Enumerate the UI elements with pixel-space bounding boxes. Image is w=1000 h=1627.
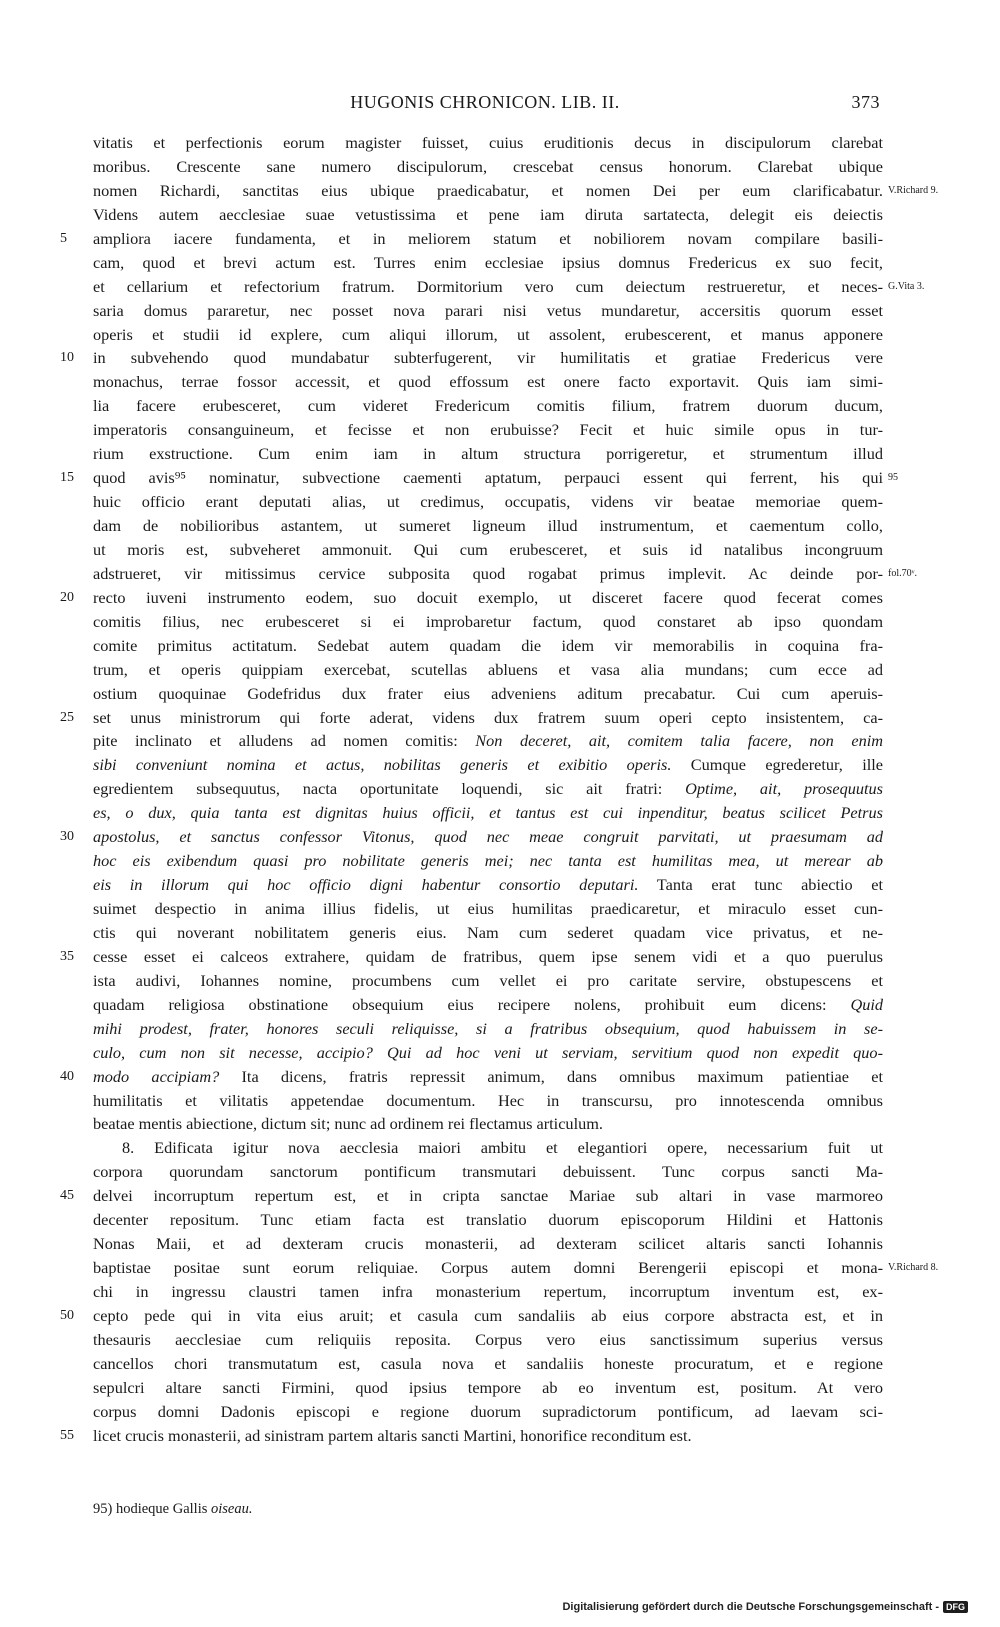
line-text bbox=[93, 1160, 883, 1184]
line-text bbox=[122, 1136, 883, 1160]
text-line bbox=[0, 1065, 1000, 1089]
line-text bbox=[93, 801, 883, 825]
line-text bbox=[93, 1328, 883, 1352]
line-text bbox=[93, 1352, 883, 1376]
line-segment: recto iuveni instrumento eodem, suo docuit exemplo, ut disceret facere quod fecerat comes bbox=[93, 587, 883, 607]
line-segment: cesse esset ei calceos extrahere, quidam de fratribus, quem ipse senem vidi et a quo puerulus bbox=[93, 946, 883, 966]
line-segment: suimet despectio in anima illius fidelis, ut eius humilitas praedicaretur, et miraculo esset cun- bbox=[93, 899, 883, 918]
text-line bbox=[0, 418, 1000, 442]
line-text bbox=[93, 777, 883, 801]
italic-quote: mihi prodest, frater, honores seculi reliquisse, si a fratribus obsequium, quod habuissem in se- bbox=[93, 1018, 883, 1038]
line-segment: comite primitus actitatum. Sedebat autem quadam die idem vir memorabilis in coquina fra- bbox=[93, 635, 883, 655]
line-text bbox=[93, 323, 883, 347]
line-text bbox=[93, 825, 883, 849]
line-number: 35 bbox=[60, 948, 74, 964]
text-line bbox=[0, 610, 1000, 634]
text-line bbox=[0, 562, 1000, 586]
italic-quote: sibi conveniunt nomina et actus, nobilitas generis et exibitio operis. bbox=[93, 755, 672, 775]
line-segment: lia facere erubesceret, cum videret Fredericum comitis filium, fratrem duorum ducum, bbox=[93, 396, 883, 416]
line-segment: pite inclinato et alludens ad nomen comitis: bbox=[93, 731, 476, 751]
line-text bbox=[93, 658, 883, 682]
line-segment: humilitatis et vilitatis appetendae documentum. Hec in transcursu, pro innotescenda omnibus bbox=[93, 1090, 883, 1110]
line-segment: saria domus pararetur, nec posset nova parari nisi vetus mundaretur, accersitis quorum esset bbox=[93, 300, 883, 320]
line-number: 10 bbox=[60, 350, 74, 366]
line-segment: ista audivi, Iohannes nomine, procumbens cum vellet ei pro caritate servire, obstupescens et bbox=[93, 970, 883, 990]
text-line bbox=[0, 1136, 1000, 1160]
line-text bbox=[93, 227, 883, 251]
italic-quote: apostolus, et sanctus confessor Vitonus, quod nec meae congruit parvitati, ut praesumam ad bbox=[93, 827, 883, 847]
digitization-footer bbox=[562, 1597, 968, 1617]
text-line bbox=[0, 658, 1000, 682]
text-line bbox=[0, 897, 1000, 921]
line-text bbox=[93, 466, 883, 490]
text-line bbox=[0, 275, 1000, 299]
text-line bbox=[0, 1160, 1000, 1184]
line-text bbox=[93, 921, 883, 945]
text-line bbox=[0, 1232, 1000, 1256]
line-text bbox=[93, 993, 883, 1017]
line-segment: vitatis et perfectionis eorum magister fuisset, cuius eruditionis decus in discipulorum clarebat bbox=[93, 133, 883, 152]
line-segment: Cumque egrederetur, ille bbox=[671, 755, 883, 775]
text-line bbox=[0, 634, 1000, 658]
line-segment: corpus domni Dadonis episcopi e regione duorum supradictorum pontificum, ad laevam sci- bbox=[93, 1401, 883, 1421]
line-segment: ut moris est, subveheret ammonuit. Qui cum erubesceret, et suis id natalibus incongruum bbox=[93, 539, 883, 559]
margin-reference: V.Richard 8. bbox=[888, 1262, 939, 1274]
italic-quote: Quid bbox=[850, 994, 883, 1014]
text-line bbox=[0, 323, 1000, 347]
running-title: HUGONIS CHRONICON. LIB. II. bbox=[350, 92, 620, 112]
text-line bbox=[0, 921, 1000, 945]
text-line bbox=[0, 1017, 1000, 1041]
text-line bbox=[0, 1376, 1000, 1400]
line-segment: baptistae positae sunt eorum reliquiae. Corpus autem domni Berengerii episcopi et mona- bbox=[93, 1258, 883, 1278]
text-line bbox=[0, 466, 1000, 490]
line-segment: egredientem subsequutus, nacta oportunitate loquendi, sic ait fratri: bbox=[93, 779, 686, 799]
line-text bbox=[93, 203, 883, 227]
text-line bbox=[0, 1256, 1000, 1280]
text-line bbox=[0, 227, 1000, 251]
text-line bbox=[0, 873, 1000, 897]
line-text bbox=[93, 682, 883, 706]
line-text bbox=[93, 849, 883, 873]
line-segment: quod avis⁹⁵ nominatur, subvectione caementi aptatum, perpauci essent qui ferrent, his qui bbox=[93, 468, 883, 488]
text-line bbox=[0, 370, 1000, 394]
line-segment: Nonas Maii, et ad dexteram crucis monasterii, ad dexteram scilicet altaris sancti Iohannis bbox=[93, 1234, 883, 1254]
text-line bbox=[0, 1184, 1000, 1208]
line-number: 50 bbox=[60, 1307, 74, 1323]
line-number: 40 bbox=[60, 1068, 74, 1084]
line-text bbox=[93, 969, 883, 993]
line-number: 20 bbox=[60, 589, 74, 605]
text-line bbox=[0, 1208, 1000, 1232]
footnote-italic: oiseau. bbox=[211, 1501, 253, 1517]
line-segment: monachus, terrae fossor accessit, et quod effossum est onere facto exportavit. Quis iam simi- bbox=[93, 372, 883, 392]
line-segment: ampliora iacere fundamenta, et in meliorem statum et nobiliorem novam compilare basili- bbox=[93, 228, 883, 248]
line-number: 30 bbox=[60, 829, 74, 845]
italic-quote: Non deceret, ait, comitem talia facere, non enim bbox=[475, 731, 883, 751]
line-segment: imperatoris consanguineum, et fecisse et non erubuisse? Fecit et huic simile opus in tur- bbox=[93, 420, 883, 440]
text-line bbox=[0, 1352, 1000, 1376]
funding-credit: Digitalisierung gefördert durch die Deutsche Forschungsgemeinschaft - bbox=[562, 1601, 939, 1613]
line-text bbox=[93, 1017, 883, 1041]
line-segment: Videns autem aecclesiae suae vetustissima et pene iam diruta sartatecta, delegit eis deiectis bbox=[93, 204, 883, 224]
text-line bbox=[0, 346, 1000, 370]
line-number: 45 bbox=[60, 1188, 74, 1204]
line-text bbox=[93, 1376, 883, 1400]
text-line bbox=[0, 1424, 1000, 1448]
line-segment: chi in ingressu claustri tamen infra monasterium repertum, incorruptum inventum est, ex- bbox=[93, 1282, 883, 1301]
line-text bbox=[93, 538, 883, 562]
line-text bbox=[93, 418, 883, 442]
text-line bbox=[0, 801, 1000, 825]
line-segment: delvei incorruptum repertum est, et in cripta sanctae Mariae sub altari in vase marmoreo bbox=[93, 1186, 883, 1206]
text-line bbox=[0, 586, 1000, 610]
italic-quote: hoc eis exibendum quasi pro nobilitate generis mei; nec tanta est humilitas mea, ut merear ab bbox=[93, 851, 883, 871]
line-text bbox=[93, 873, 883, 897]
line-segment: beatae mentis abiectione, dictum sit; nunc ad ordinem rei flectamus articulum. bbox=[93, 1114, 603, 1134]
line-segment: cam, quod et brevi actum est. Turres enim ecclesiae ipsius domnus Fredericus ex suo fecit, bbox=[93, 252, 883, 272]
line-segment: licet crucis monasterii, ad sinistram partem altaris sancti Martini, honorifice reconditum est. bbox=[93, 1425, 692, 1445]
text-line bbox=[0, 203, 1000, 227]
line-segment: moribus. Crescente sane numero discipulorum, crescebat census honorum. Clarebat ubique bbox=[93, 156, 883, 176]
line-number: 5 bbox=[60, 230, 67, 246]
line-text bbox=[93, 1256, 883, 1280]
line-text bbox=[93, 729, 883, 753]
line-text bbox=[93, 1089, 883, 1113]
line-text bbox=[93, 251, 883, 275]
text-line bbox=[0, 1328, 1000, 1352]
text-line bbox=[0, 1280, 1000, 1304]
line-text bbox=[93, 1208, 883, 1232]
line-segment: et cellarium et refectorium fratrum. Dormitorium vero cum deiectum restrueretur, et neces- bbox=[93, 276, 883, 296]
footnote-label: 95) hodieque Gallis bbox=[93, 1501, 208, 1517]
text-line bbox=[0, 993, 1000, 1017]
text-line bbox=[0, 945, 1000, 969]
text-line bbox=[0, 1304, 1000, 1328]
line-segment: rium exstructione. Cum enim iam in altum structura porrigeretur, et strumentum illud bbox=[93, 444, 883, 464]
line-text bbox=[93, 634, 883, 658]
line-text bbox=[93, 1304, 883, 1328]
line-text bbox=[93, 275, 883, 299]
margin-reference: fol.70ᵛ. bbox=[888, 567, 918, 579]
line-text bbox=[93, 1065, 883, 1089]
text-line bbox=[0, 1089, 1000, 1113]
line-segment: ostium quoquinae Godefridus dux frater eius adveniens aditum precabatur. Cui cum aperuis- bbox=[93, 683, 883, 703]
text-line bbox=[0, 442, 1000, 466]
running-header bbox=[90, 92, 880, 116]
line-segment: quadam religiosa obstinatione obsequium eius recipere nolens, prohibuit eum dicens: bbox=[93, 994, 851, 1014]
line-text bbox=[93, 1232, 883, 1256]
line-segment: huic officio erant deputati alias, ut credimus, occupatis, videns vir beatae memoriae quem- bbox=[93, 492, 883, 512]
line-text bbox=[93, 346, 883, 370]
line-segment: set unus ministrorum qui forte aderat, videns dux fratrem suum operi cepto insistentem, ca- bbox=[93, 707, 883, 727]
line-text bbox=[93, 586, 883, 610]
line-segment: decenter repositum. Tunc etiam facta est translatio duorum episcoporum Hildini et Hattonis bbox=[93, 1210, 883, 1230]
text-line bbox=[0, 849, 1000, 873]
line-segment: dam de nobilioribus astantem, ut sumeret ligneum illud instrumentum, et caementum collo, bbox=[93, 516, 883, 535]
dfg-logo-icon: DFG bbox=[943, 1601, 968, 1613]
italic-quote: Optime, ait, prosequutus bbox=[685, 779, 883, 799]
line-text bbox=[93, 610, 883, 634]
line-segment: 8. Edificata igitur nova aecclesia maiori ambitu et elegantiori opere, necessarium fuit ut bbox=[122, 1138, 883, 1158]
text-line bbox=[0, 969, 1000, 993]
text-line bbox=[0, 299, 1000, 323]
line-text bbox=[93, 897, 883, 921]
line-segment: sepulcri altare sancti Firmini, quod ipsius tempore ab eo inventum est, positum. At vero bbox=[93, 1377, 883, 1397]
line-number: 25 bbox=[60, 709, 74, 725]
line-text bbox=[93, 179, 883, 203]
line-segment: nomen Richardi, sanctitas eius ubique praedicabatur, et nomen Dei per eum clarificabatur. bbox=[93, 180, 883, 200]
line-text bbox=[93, 370, 883, 394]
line-text bbox=[93, 945, 883, 969]
text-line bbox=[0, 682, 1000, 706]
line-segment: cepto pede qui in vita eius aruit; et casula cum sandaliis ab eius corpore abstracta est, et in bbox=[93, 1305, 883, 1325]
line-text bbox=[93, 753, 883, 777]
line-text bbox=[93, 394, 883, 418]
italic-quote: eis in illorum qui hoc officio digni habentur consortio deputari. bbox=[93, 875, 639, 895]
line-text bbox=[93, 131, 883, 155]
text-line bbox=[0, 1112, 1000, 1136]
line-text bbox=[93, 442, 883, 466]
page-number: 373 bbox=[851, 92, 880, 112]
text-line bbox=[0, 394, 1000, 418]
line-text bbox=[93, 706, 883, 730]
line-text bbox=[93, 155, 883, 179]
margin-reference: 95 bbox=[888, 472, 898, 484]
line-text bbox=[93, 490, 883, 514]
line-segment: comitis filius, nec erubesceret si ei improbaretur factum, quod constaret ab ipso quondam bbox=[93, 611, 883, 631]
margin-reference: V.Richard 9. bbox=[888, 184, 939, 196]
text-line bbox=[0, 131, 1000, 155]
line-segment: trum, et operis quippiam exercebat, scutellas abluens et vasa alia mundans; cum ecce ad bbox=[93, 659, 883, 679]
main-text bbox=[0, 131, 1000, 1448]
line-segment: in subvehendo quod mundabatur subterfugerent, vir humilitatis et gratiae Fredericus vere bbox=[93, 348, 883, 368]
line-text bbox=[93, 1112, 883, 1136]
text-line bbox=[0, 179, 1000, 203]
line-text bbox=[93, 562, 883, 586]
line-segment: Ita dicens, fratris repressit animum, dans omnibus maximum patientiae et bbox=[219, 1066, 883, 1086]
footnote bbox=[93, 1501, 252, 1518]
text-line bbox=[0, 490, 1000, 514]
line-segment: Tanta erat tunc abiectio et bbox=[638, 875, 883, 895]
italic-quote: culo, cum non sit necesse, accipio? Qui ad hoc veni ut serviam, servitium quod non expedit quo- bbox=[93, 1042, 883, 1062]
line-text bbox=[93, 1041, 883, 1065]
line-segment: corpora quorundam sanctorum pontificum transmutari debuissent. Tunc corpus sancti Ma- bbox=[93, 1162, 883, 1182]
line-number: 15 bbox=[60, 470, 74, 486]
line-segment: adstrueret, vir mitissimus cervice subposita quod rogabat primus implevit. Ac deinde por- bbox=[93, 563, 883, 583]
line-number: 55 bbox=[60, 1427, 74, 1443]
line-text bbox=[93, 1424, 883, 1448]
text-line bbox=[0, 1400, 1000, 1424]
text-line bbox=[0, 514, 1000, 538]
text-line bbox=[0, 251, 1000, 275]
italic-quote: modo accipiam? bbox=[93, 1066, 220, 1086]
line-segment: thesauris aecclesiae cum reliquiis reposita. Corpus vero eius sanctissimum superius versus bbox=[93, 1329, 883, 1349]
text-line bbox=[0, 729, 1000, 753]
line-text bbox=[93, 299, 883, 323]
text-line bbox=[0, 753, 1000, 777]
text-line bbox=[0, 825, 1000, 849]
line-text bbox=[93, 1400, 883, 1424]
line-text bbox=[93, 1280, 883, 1304]
text-line bbox=[0, 777, 1000, 801]
line-text bbox=[93, 1184, 883, 1208]
margin-reference: G.Vita 3. bbox=[888, 280, 925, 292]
text-line bbox=[0, 155, 1000, 179]
line-segment: ctis qui noverant nobilitatem generis eius. Nam cum sederet quadam vice privatus, et ne- bbox=[93, 922, 883, 942]
text-line bbox=[0, 706, 1000, 730]
line-segment: cancellos chori transmutatum est, casula nova et sandaliis honeste procuratum, et e regione bbox=[93, 1353, 883, 1373]
line-segment: operis et studii id explere, cum aliqui illorum, ut assolent, erubescerent, et manus apponere bbox=[93, 324, 883, 344]
italic-quote: es, o dux, quia tanta est dignitas huius officii, et tantus est cui inpenditur, beatus scilicet Petrus bbox=[93, 803, 883, 823]
text-line bbox=[0, 538, 1000, 562]
text-line bbox=[0, 1041, 1000, 1065]
line-text bbox=[93, 514, 883, 538]
